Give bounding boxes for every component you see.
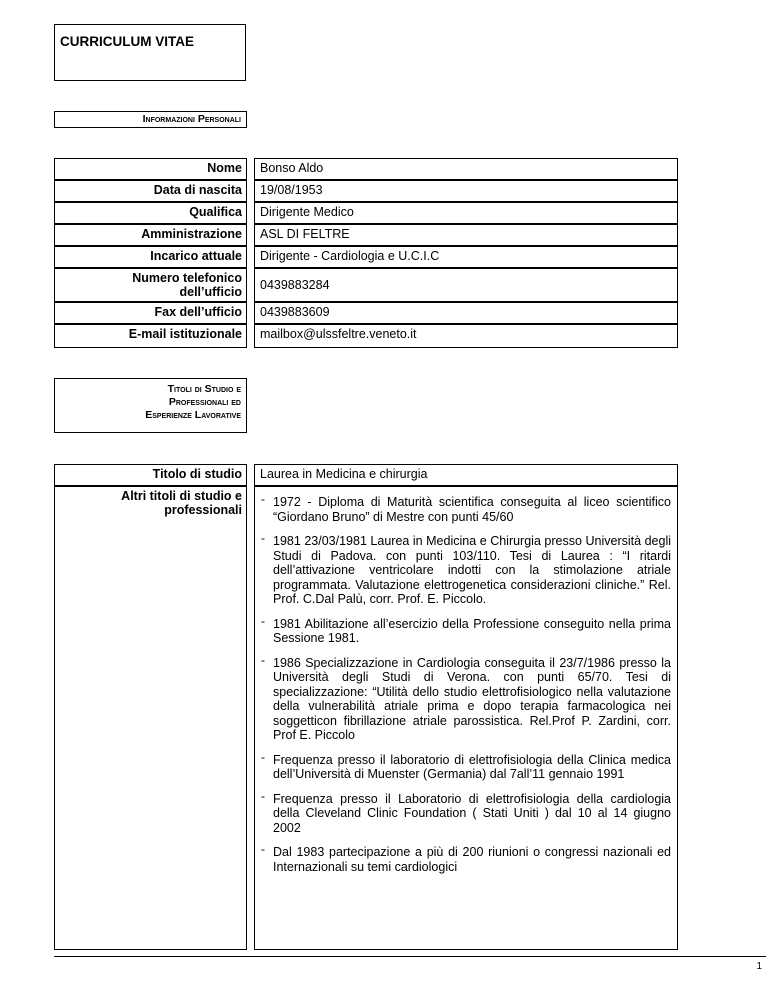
value-incarico: Dirigente - Cardiologia e U.C.I.C bbox=[254, 246, 678, 268]
value-telefono: 0439883284 bbox=[254, 268, 678, 302]
page-number: 1 bbox=[756, 961, 762, 972]
list-item: - Frequenza presso il Laboratorio di elettrofisiologia della cardiologia della Cleveland Clinic Foundation ( Stati Uniti ) dal 10 al 14 giugno 2002 bbox=[261, 788, 671, 835]
value-titolo-studio: Laurea in Medicina e chirurgia bbox=[254, 464, 678, 486]
list-item: - 1986 Specializzazione in Cardiologia conseguita il 23/7/1986 presso la Università degli Studi di Verona. con punti 65/70. Tesi di specializzazione: “Utilità dello studio elettrofisiologico nella valutazione della vulnerabilità atriale prima e dopo terapia farmacologica nei soggetticon fibrillazione atriale parossistica. Rel.Prof P. Zardini, corr. Prof E. Piccolo bbox=[261, 652, 671, 742]
label-telefono: Numero telefonico dell’ufficio bbox=[54, 268, 247, 302]
section-personal-info bbox=[54, 111, 247, 128]
section-titoli-line1: Titoli di Studio e bbox=[167, 383, 241, 395]
section-titoli-line2: Professionali ed bbox=[168, 396, 241, 408]
value-altri-titoli bbox=[254, 486, 678, 950]
label-data-nascita: Data di nascita bbox=[54, 180, 247, 202]
label-fax: Fax dell’ufficio bbox=[54, 302, 247, 324]
value-nome: Bonso Aldo bbox=[254, 158, 678, 180]
altri-titoli-list bbox=[261, 492, 671, 874]
value-qualifica: Dirigente Medico bbox=[254, 202, 678, 224]
section-titoli bbox=[54, 378, 247, 433]
section-titoli-line3: Esperienze Lavorative bbox=[145, 409, 241, 421]
list-item: - 1981 23/03/1981 Laurea in Medicina e Chirurgia presso Università degli Studi di Padova. con punti 103/110. Tesi di Laurea : “I ritardi dell’attivazione ventricolare indotti con la stimolazione atriale programmata. Valutazione elettrogenetica considerazioni cliniche.” Rel. Prof. C.Dal Palù, corr. Prof. E. Piccolo. bbox=[261, 531, 671, 606]
cv-title-box bbox=[54, 24, 246, 81]
label-altri-titoli: Altri titoli di studio e professionali bbox=[54, 486, 247, 950]
label-qualifica: Qualifica bbox=[54, 202, 247, 224]
cv-title: CURRICULUM VITAE bbox=[60, 34, 194, 49]
label-titolo-studio: Titolo di studio bbox=[54, 464, 247, 486]
list-item: - Dal 1983 partecipazione a più di 200 riunioni o congressi nazionali ed Internazionali su temi cardiologici bbox=[261, 842, 671, 874]
footer-divider bbox=[54, 956, 766, 957]
label-incarico: Incarico attuale bbox=[54, 246, 247, 268]
value-email: mailbox@ulssfeltre.veneto.it bbox=[254, 324, 678, 348]
value-fax: 0439883609 bbox=[254, 302, 678, 324]
label-nome: Nome bbox=[54, 158, 247, 180]
list-item: - 1972 - Diploma di Maturità scientifica conseguita al liceo scientifico “Giordano Bruno” di Mestre con punti 45/60 bbox=[261, 492, 671, 524]
list-item: - 1981 Abilitazione all’esercizio della Professione conseguito nella prima Sessione 1981. bbox=[261, 613, 671, 645]
label-email: E-mail istituzionale bbox=[54, 324, 247, 348]
list-item: - Frequenza presso il laboratorio di elettrofisiologia della Clinica medica dell’Università di Muenster (Germania) dal 7all’11 gennaio 1991 bbox=[261, 749, 671, 781]
section-personal-info-title: Informazioni Personali bbox=[142, 113, 241, 125]
value-amministrazione: ASL DI FELTRE bbox=[254, 224, 678, 246]
value-data-nascita: 19/08/1953 bbox=[254, 180, 678, 202]
label-amministrazione: Amministrazione bbox=[54, 224, 247, 246]
